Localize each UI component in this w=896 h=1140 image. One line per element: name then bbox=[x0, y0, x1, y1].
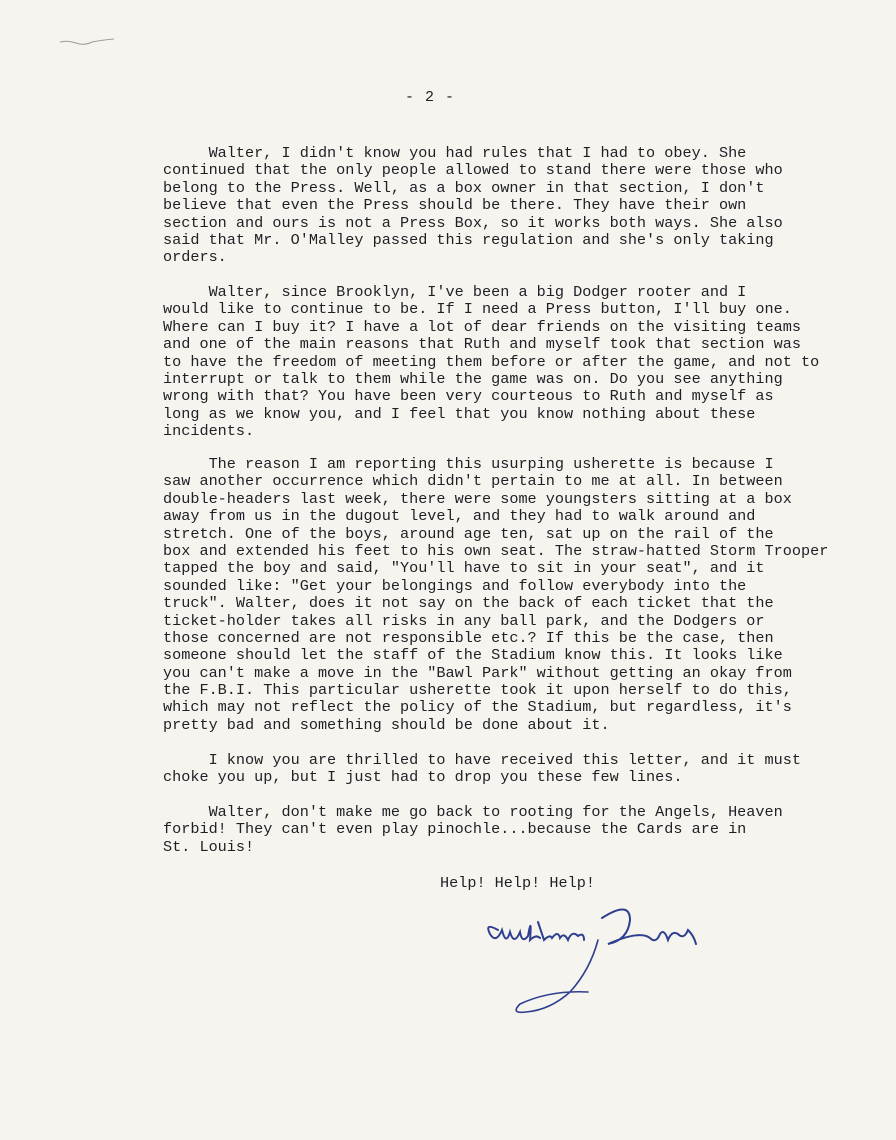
text-line: tapped the boy and said, "You'll have to sit in your seat", and it bbox=[163, 559, 765, 578]
text-line: interrupt or talk to them while the game was on. Do you see anything bbox=[163, 369, 783, 388]
text-line: the F.B.I. This particular usherette took it upon herself to do this, bbox=[163, 681, 792, 700]
text-line: forbid! They can't even play pinochle...because the Cards are in bbox=[163, 820, 747, 839]
closing-help: Help! Help! Help! bbox=[440, 874, 595, 892]
text-line: Walter, since Brooklyn, I've been a big Dodger rooter and I bbox=[163, 283, 747, 301]
text-line: box and extended his feet to his own seat. The straw-hatted Storm Trooper bbox=[163, 541, 829, 560]
text-line: Walter, don't make me go back to rooting for the Angels, Heaven bbox=[163, 803, 783, 821]
paragraph-1 bbox=[163, 145, 823, 267]
text-line: incidents. bbox=[163, 422, 255, 441]
text-line: The reason I am reporting this usurping usherette is because I bbox=[163, 455, 774, 473]
text-line: sounded like: "Get your belongings and follow everybody into the bbox=[163, 576, 747, 595]
pencil-mark bbox=[58, 36, 116, 46]
text-line: and one of the main reasons that Ruth and myself took that section was bbox=[163, 335, 801, 354]
text-line: section and ours is not a Press Box, so it works both ways. She also bbox=[163, 213, 783, 232]
text-line: long as we know you, and I feel that you know nothing about these bbox=[163, 404, 756, 423]
text-line: double-headers last week, there were some youngsters sitting at a box bbox=[163, 489, 792, 508]
text-line: pretty bad and something should be done about it. bbox=[163, 715, 610, 734]
paragraph-2 bbox=[163, 284, 823, 441]
text-line: you can't make a move in the "Bawl Park" without getting an okay from bbox=[163, 663, 792, 682]
text-line: continued that the only people allowed to stand there were those who bbox=[163, 161, 783, 180]
text-line: orders. bbox=[163, 248, 227, 267]
text-line: to have the freedom of meeting them before or after the game, and not to bbox=[163, 352, 820, 371]
text-line: ticket-holder takes all risks in any ball park, and the Dodgers or bbox=[163, 611, 765, 630]
paragraph-5 bbox=[163, 804, 823, 856]
page-number: - 2 - bbox=[404, 89, 455, 106]
text-line: truck". Walter, does it not say on the back of each ticket that the bbox=[163, 594, 774, 613]
text-line: I know you are thrilled to have received this letter, and it must bbox=[163, 751, 801, 769]
text-line: wrong with that? You have been very courteous to Ruth and myself as bbox=[163, 387, 774, 406]
text-line: those concerned are not responsible etc.? If this be the case, then bbox=[163, 628, 774, 647]
text-line: saw another occurrence which didn't pertain to me at all. In between bbox=[163, 472, 783, 491]
text-line: someone should let the staff of the Stadium know this. It looks like bbox=[163, 646, 783, 665]
text-line: stretch. One of the boys, around age ten, sat up on the rail of the bbox=[163, 524, 774, 543]
text-line: St. Louis! bbox=[163, 837, 255, 856]
text-line: believe that even the Press should be there. They have their own bbox=[163, 196, 747, 215]
text-line: said that Mr. O'Malley passed this regulation and she's only taking bbox=[163, 230, 774, 249]
text-line: choke you up, but I just had to drop you these few lines. bbox=[163, 768, 683, 787]
text-line: Where can I buy it? I have a lot of dear friends on the visiting teams bbox=[163, 317, 801, 336]
text-line: which may not reflect the policy of the Stadium, but regardless, it's bbox=[163, 698, 792, 717]
paragraph-3 bbox=[163, 455, 829, 734]
text-line: would like to continue to be. If I need a Press button, I'll buy one. bbox=[163, 300, 792, 319]
text-line: belong to the Press. Well, as a box owner in that section, I don't bbox=[163, 178, 765, 197]
signature bbox=[480, 900, 720, 1030]
paragraph-4 bbox=[163, 752, 823, 787]
text-line: Walter, I didn't know you had rules that I had to obey. She bbox=[163, 144, 747, 162]
text-line: away from us in the dugout level, and they had to walk around and bbox=[163, 507, 756, 526]
